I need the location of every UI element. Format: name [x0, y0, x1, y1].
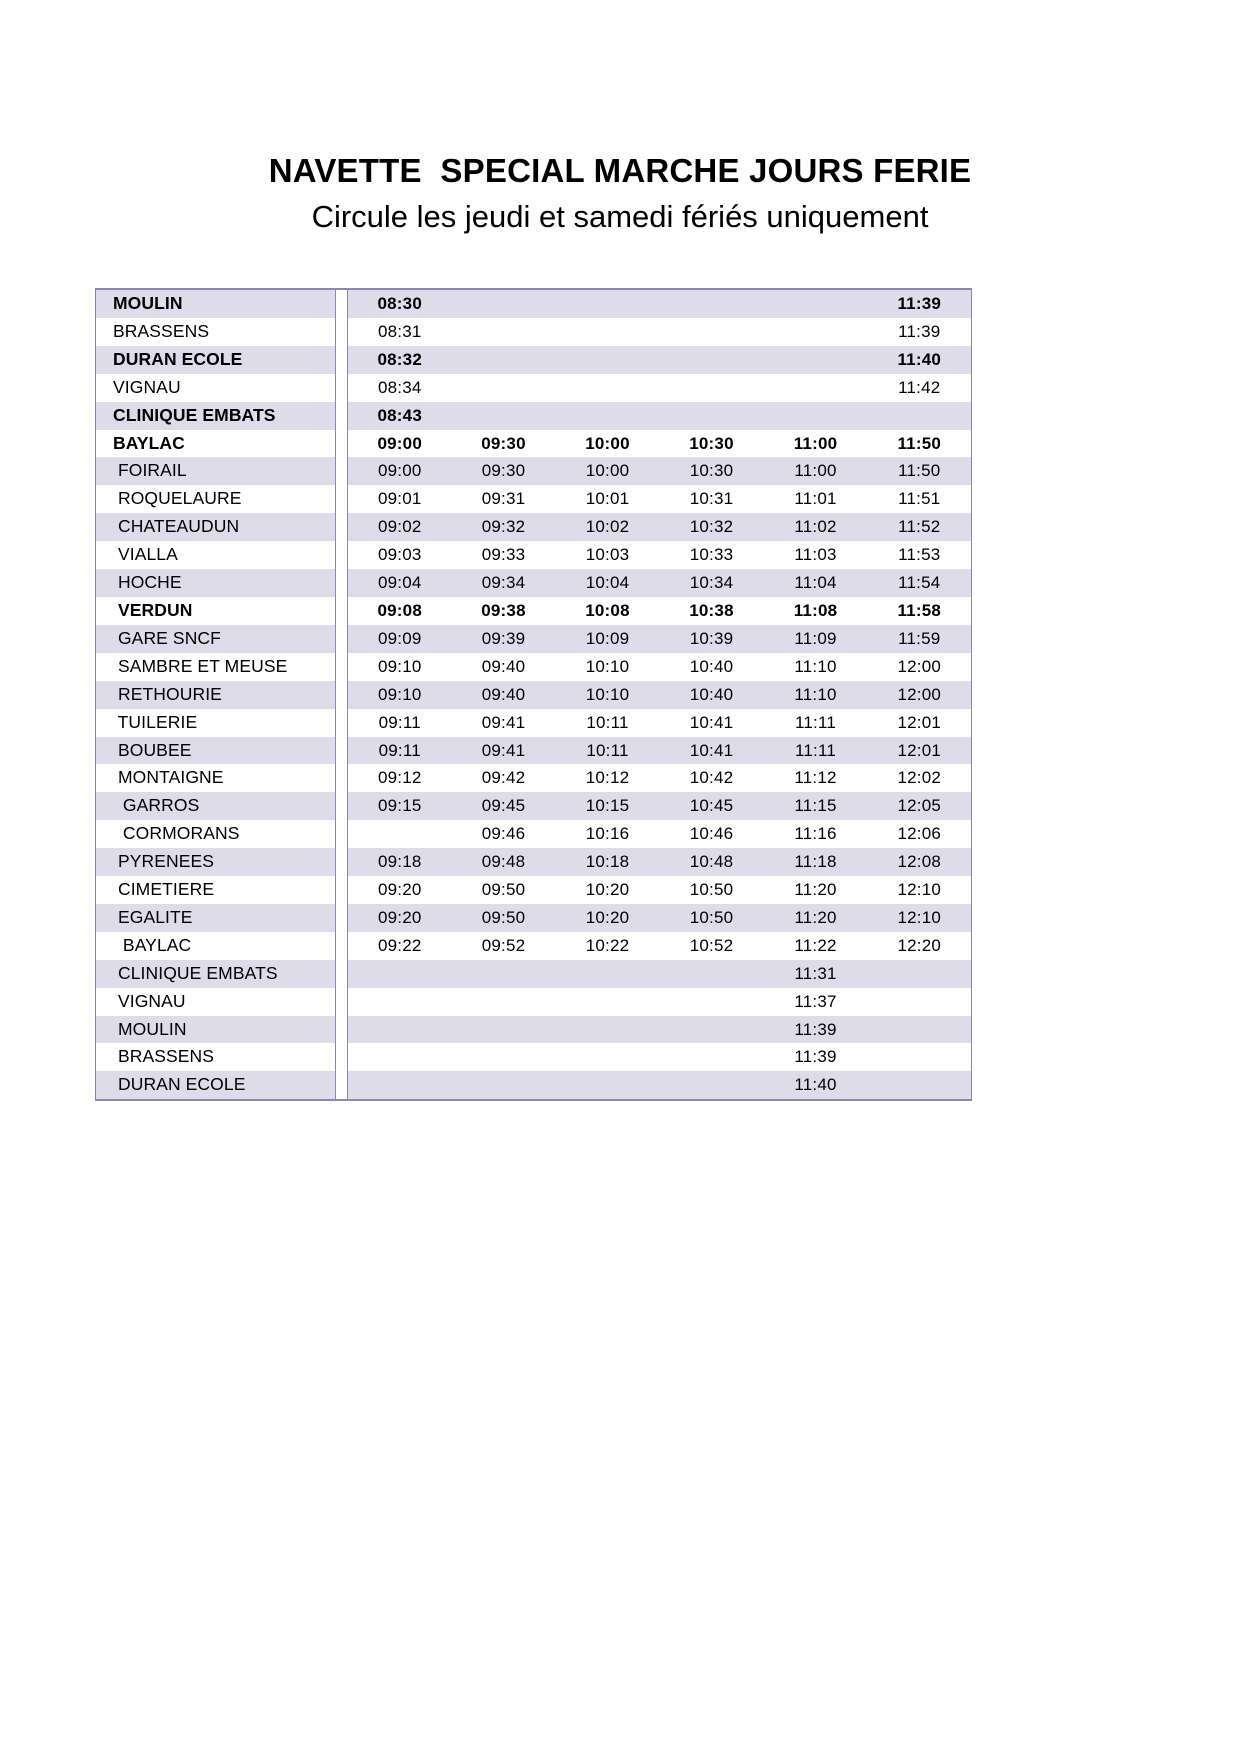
column-separator: [336, 430, 348, 458]
departure-time-cell: [348, 1071, 452, 1100]
departure-time-cell: 09:02: [348, 513, 452, 541]
stop-name-cell: EGALITE: [96, 904, 336, 932]
departure-time-cell: [660, 988, 764, 1016]
departure-time-cell: [764, 346, 868, 374]
departure-time-cell: 11:03: [764, 541, 868, 569]
table-row: [96, 318, 972, 346]
departure-time-cell: [868, 960, 972, 988]
table-row: [96, 792, 972, 820]
column-separator: [336, 653, 348, 681]
departure-time-cell: 09:03: [348, 541, 452, 569]
departure-time-cell: 10:32: [660, 513, 764, 541]
column-separator: [336, 709, 348, 737]
stop-name-cell: DURAN ECOLE: [96, 1071, 336, 1100]
departure-time-cell: 10:09: [556, 625, 660, 653]
departure-time-cell: 09:34: [452, 569, 556, 597]
departure-time-cell: 11:20: [764, 876, 868, 904]
departure-time-cell: 09:09: [348, 625, 452, 653]
stop-name-cell: GARROS: [96, 792, 336, 820]
departure-time-cell: 12:10: [868, 876, 972, 904]
column-separator: [336, 485, 348, 513]
departure-time-cell: 10:18: [556, 848, 660, 876]
column-separator: [336, 820, 348, 848]
departure-time-cell: [452, 318, 556, 346]
departure-time-cell: 10:00: [556, 430, 660, 458]
column-separator: [336, 318, 348, 346]
departure-time-cell: [868, 1016, 972, 1044]
departure-time-cell: 09:04: [348, 569, 452, 597]
column-separator: [336, 289, 348, 318]
departure-time-cell: [660, 318, 764, 346]
departure-time-cell: 11:10: [764, 653, 868, 681]
table-row: [96, 485, 972, 513]
departure-time-cell: 11:11: [764, 737, 868, 765]
departure-time-cell: 12:01: [868, 737, 972, 765]
column-separator: [336, 402, 348, 430]
column-separator: [336, 932, 348, 960]
departure-time-cell: 12:06: [868, 820, 972, 848]
departure-time-cell: [556, 988, 660, 1016]
departure-time-cell: 11:40: [764, 1071, 868, 1100]
departure-time-cell: 09:31: [452, 485, 556, 513]
departure-time-cell: 09:11: [348, 737, 452, 765]
departure-time-cell: [660, 374, 764, 402]
departure-time-cell: 11:22: [764, 932, 868, 960]
title-block: [0, 0, 1240, 235]
departure-time-cell: 11:00: [764, 430, 868, 458]
departure-time-cell: 11:59: [868, 625, 972, 653]
stop-name-cell: ROQUELAURE: [96, 485, 336, 513]
table-row: [96, 653, 972, 681]
departure-time-cell: 10:00: [556, 457, 660, 485]
table-row: [96, 402, 972, 430]
departure-time-cell: [764, 402, 868, 430]
departure-time-cell: 10:41: [660, 737, 764, 765]
departure-time-cell: 11:09: [764, 625, 868, 653]
departure-time-cell: 11:39: [764, 1016, 868, 1044]
departure-time-cell: [556, 346, 660, 374]
stop-name-cell: PYRENEES: [96, 848, 336, 876]
table-row: [96, 764, 972, 792]
stop-name-cell: BRASSENS: [96, 1043, 336, 1071]
departure-time-cell: [348, 1016, 452, 1044]
departure-time-cell: [868, 988, 972, 1016]
departure-time-cell: 10:30: [660, 457, 764, 485]
departure-time-cell: [660, 402, 764, 430]
column-separator: [336, 1016, 348, 1044]
departure-time-cell: 11:08: [764, 597, 868, 625]
departure-time-cell: [556, 960, 660, 988]
departure-time-cell: 10:52: [660, 932, 764, 960]
departure-time-cell: 12:20: [868, 932, 972, 960]
stop-name-cell: CORMORANS: [96, 820, 336, 848]
departure-time-cell: 10:10: [556, 681, 660, 709]
departure-time-cell: [660, 1043, 764, 1071]
table-row: [96, 960, 972, 988]
departure-time-cell: 10:10: [556, 653, 660, 681]
column-separator: [336, 513, 348, 541]
column-separator: [336, 988, 348, 1016]
departure-time-cell: 10:40: [660, 653, 764, 681]
table-row: [96, 737, 972, 765]
departure-time-cell: 09:30: [452, 457, 556, 485]
departure-time-cell: 09:10: [348, 681, 452, 709]
departure-time-cell: [764, 374, 868, 402]
departure-time-cell: 09:40: [452, 653, 556, 681]
table-row: [96, 681, 972, 709]
column-separator: [336, 569, 348, 597]
departure-time-cell: 08:34: [348, 374, 452, 402]
departure-time-cell: 09:39: [452, 625, 556, 653]
departure-time-cell: 11:51: [868, 485, 972, 513]
departure-time-cell: 09:41: [452, 709, 556, 737]
departure-time-cell: 09:20: [348, 876, 452, 904]
departure-time-cell: [764, 289, 868, 318]
departure-time-cell: 12:10: [868, 904, 972, 932]
departure-time-cell: 10:04: [556, 569, 660, 597]
departure-time-cell: 08:30: [348, 289, 452, 318]
column-separator: [336, 597, 348, 625]
departure-time-cell: 10:42: [660, 764, 764, 792]
departure-time-cell: [348, 960, 452, 988]
departure-time-cell: 09:33: [452, 541, 556, 569]
departure-time-cell: 09:18: [348, 848, 452, 876]
departure-time-cell: 09:32: [452, 513, 556, 541]
departure-time-cell: 11:50: [868, 430, 972, 458]
column-separator: [336, 876, 348, 904]
departure-time-cell: 10:22: [556, 932, 660, 960]
table-row: [96, 876, 972, 904]
departure-time-cell: 10:40: [660, 681, 764, 709]
stop-name-cell: GARE SNCF: [96, 625, 336, 653]
column-separator: [336, 681, 348, 709]
departure-time-cell: 12:00: [868, 653, 972, 681]
departure-time-cell: 11:37: [764, 988, 868, 1016]
departure-time-cell: [660, 346, 764, 374]
table-row: [96, 289, 972, 318]
departure-time-cell: 09:46: [452, 820, 556, 848]
departure-time-cell: [868, 1043, 972, 1071]
stop-name-cell: CLINIQUE EMBATS: [96, 960, 336, 988]
departure-time-cell: 10:31: [660, 485, 764, 513]
departure-time-cell: 09:00: [348, 457, 452, 485]
departure-time-cell: [348, 988, 452, 1016]
departure-time-cell: 10:50: [660, 876, 764, 904]
departure-time-cell: 11:39: [764, 1043, 868, 1071]
departure-time-cell: 11:15: [764, 792, 868, 820]
timetable: [95, 288, 972, 1101]
departure-time-cell: [452, 1071, 556, 1100]
departure-time-cell: 11:11: [764, 709, 868, 737]
departure-time-cell: 09:30: [452, 430, 556, 458]
departure-time-cell: 09:12: [348, 764, 452, 792]
departure-time-cell: 08:43: [348, 402, 452, 430]
departure-time-cell: 11:39: [868, 318, 972, 346]
departure-time-cell: 12:01: [868, 709, 972, 737]
timetable-container: [95, 288, 1145, 1101]
departure-time-cell: 09:11: [348, 709, 452, 737]
departure-time-cell: 10:11: [556, 737, 660, 765]
departure-time-cell: 11:39: [868, 289, 972, 318]
departure-time-cell: 11:18: [764, 848, 868, 876]
departure-time-cell: [868, 1071, 972, 1100]
table-row: [96, 457, 972, 485]
stop-name-cell: VIGNAU: [96, 988, 336, 1016]
table-row: [96, 541, 972, 569]
departure-time-cell: 10:20: [556, 904, 660, 932]
departure-time-cell: [868, 402, 972, 430]
departure-time-cell: 09:45: [452, 792, 556, 820]
departure-time-cell: 11:54: [868, 569, 972, 597]
departure-time-cell: 10:41: [660, 709, 764, 737]
stop-name-cell: BOUBEE: [96, 737, 336, 765]
table-row: [96, 932, 972, 960]
stop-name-cell: DURAN ECOLE: [96, 346, 336, 374]
departure-time-cell: 10:46: [660, 820, 764, 848]
column-separator: [336, 1043, 348, 1071]
departure-time-cell: 10:01: [556, 485, 660, 513]
table-row: [96, 569, 972, 597]
table-row: [96, 820, 972, 848]
column-separator: [336, 541, 348, 569]
departure-time-cell: 08:31: [348, 318, 452, 346]
departure-time-cell: 10:02: [556, 513, 660, 541]
departure-time-cell: 10:20: [556, 876, 660, 904]
departure-time-cell: [556, 1071, 660, 1100]
stop-name-cell: BAYLAC: [96, 932, 336, 960]
column-separator: [336, 1071, 348, 1100]
departure-time-cell: 09:15: [348, 792, 452, 820]
departure-time-cell: 09:38: [452, 597, 556, 625]
stop-name-cell: RETHOURIE: [96, 681, 336, 709]
departure-time-cell: 11:10: [764, 681, 868, 709]
departure-time-cell: 12:08: [868, 848, 972, 876]
table-row: [96, 1016, 972, 1044]
departure-time-cell: 10:45: [660, 792, 764, 820]
departure-time-cell: [556, 1016, 660, 1044]
departure-time-cell: 11:00: [764, 457, 868, 485]
departure-time-cell: 09:20: [348, 904, 452, 932]
departure-time-cell: 11:53: [868, 541, 972, 569]
departure-time-cell: 12:02: [868, 764, 972, 792]
departure-time-cell: 10:15: [556, 792, 660, 820]
table-row: [96, 848, 972, 876]
stop-name-cell: CLINIQUE EMBATS: [96, 402, 336, 430]
departure-time-cell: 09:50: [452, 904, 556, 932]
departure-time-cell: [556, 289, 660, 318]
column-separator: [336, 764, 348, 792]
departure-time-cell: 09:52: [452, 932, 556, 960]
departure-time-cell: [452, 960, 556, 988]
departure-time-cell: [556, 318, 660, 346]
departure-time-cell: 11:31: [764, 960, 868, 988]
departure-time-cell: [348, 1043, 452, 1071]
departure-time-cell: 11:20: [764, 904, 868, 932]
stop-name-cell: FOIRAIL: [96, 457, 336, 485]
departure-time-cell: [764, 318, 868, 346]
stop-name-cell: BRASSENS: [96, 318, 336, 346]
departure-time-cell: 09:48: [452, 848, 556, 876]
column-separator: [336, 737, 348, 765]
departure-time-cell: 11:40: [868, 346, 972, 374]
departure-time-cell: [452, 402, 556, 430]
departure-time-cell: 11:12: [764, 764, 868, 792]
departure-time-cell: 12:05: [868, 792, 972, 820]
departure-time-cell: 08:32: [348, 346, 452, 374]
departure-time-cell: 11:50: [868, 457, 972, 485]
departure-time-cell: 09:10: [348, 653, 452, 681]
column-separator: [336, 457, 348, 485]
departure-time-cell: 10:30: [660, 430, 764, 458]
page-subtitle: Circule les jeudi et samedi fériés uniquement: [311, 198, 929, 234]
departure-time-cell: 11:01: [764, 485, 868, 513]
table-row: [96, 1071, 972, 1100]
table-row: [96, 904, 972, 932]
stop-name-cell: VIALLA: [96, 541, 336, 569]
departure-time-cell: 11:42: [868, 374, 972, 402]
stop-name-cell: HOCHE: [96, 569, 336, 597]
departure-time-cell: 09:01: [348, 485, 452, 513]
departure-time-cell: 10:39: [660, 625, 764, 653]
table-row: [96, 513, 972, 541]
departure-time-cell: 09:00: [348, 430, 452, 458]
departure-time-cell: 10:03: [556, 541, 660, 569]
departure-time-cell: 10:16: [556, 820, 660, 848]
departure-time-cell: [556, 374, 660, 402]
departure-time-cell: 10:12: [556, 764, 660, 792]
stop-name-cell: VERDUN: [96, 597, 336, 625]
table-row: [96, 430, 972, 458]
column-separator: [336, 960, 348, 988]
stop-name-cell: MOULIN: [96, 1016, 336, 1044]
departure-time-cell: [452, 289, 556, 318]
departure-time-cell: [556, 402, 660, 430]
table-row: [96, 1043, 972, 1071]
departure-time-cell: [660, 289, 764, 318]
departure-time-cell: [452, 1016, 556, 1044]
departure-time-cell: [452, 346, 556, 374]
column-separator: [336, 625, 348, 653]
column-separator: [336, 848, 348, 876]
column-separator: [336, 792, 348, 820]
stop-name-cell: MOULIN: [96, 289, 336, 318]
stop-name-cell: SAMBRE ET MEUSE: [96, 653, 336, 681]
table-row: [96, 625, 972, 653]
timetable-body: [96, 289, 972, 1100]
departure-time-cell: 10:11: [556, 709, 660, 737]
column-separator: [336, 904, 348, 932]
departure-time-cell: [660, 1071, 764, 1100]
table-row: [96, 709, 972, 737]
table-row: [96, 597, 972, 625]
column-separator: [336, 346, 348, 374]
departure-time-cell: 10:48: [660, 848, 764, 876]
departure-time-cell: [452, 1043, 556, 1071]
departure-time-cell: [660, 960, 764, 988]
departure-time-cell: 09:40: [452, 681, 556, 709]
departure-time-cell: 10:34: [660, 569, 764, 597]
departure-time-cell: 12:00: [868, 681, 972, 709]
departure-time-cell: 11:58: [868, 597, 972, 625]
departure-time-cell: 09:41: [452, 737, 556, 765]
stop-name-cell: VIGNAU: [96, 374, 336, 402]
column-separator: [336, 374, 348, 402]
table-row: [96, 988, 972, 1016]
departure-time-cell: [556, 1043, 660, 1071]
departure-time-cell: 09:08: [348, 597, 452, 625]
stop-name-cell: CIMETIERE: [96, 876, 336, 904]
table-row: [96, 374, 972, 402]
stop-name-cell: CHATEAUDUN: [96, 513, 336, 541]
departure-time-cell: 09:50: [452, 876, 556, 904]
departure-time-cell: 10:08: [556, 597, 660, 625]
departure-time-cell: 10:33: [660, 541, 764, 569]
departure-time-cell: [452, 374, 556, 402]
table-row: [96, 346, 972, 374]
departure-time-cell: 10:50: [660, 904, 764, 932]
stop-name-cell: MONTAIGNE: [96, 764, 336, 792]
departure-time-cell: 11:04: [764, 569, 868, 597]
page-title: NAVETTE SPECIAL MARCHE JOURS FERIE: [268, 152, 972, 189]
departure-time-cell: 09:42: [452, 764, 556, 792]
departure-time-cell: 11:16: [764, 820, 868, 848]
departure-time-cell: 11:52: [868, 513, 972, 541]
stop-name-cell: BAYLAC: [96, 430, 336, 458]
departure-time-cell: 11:02: [764, 513, 868, 541]
departure-time-cell: [348, 820, 452, 848]
departure-time-cell: [660, 1016, 764, 1044]
departure-time-cell: 10:38: [660, 597, 764, 625]
departure-time-cell: [452, 988, 556, 1016]
departure-time-cell: 09:22: [348, 932, 452, 960]
stop-name-cell: TUILERIE: [96, 709, 336, 737]
